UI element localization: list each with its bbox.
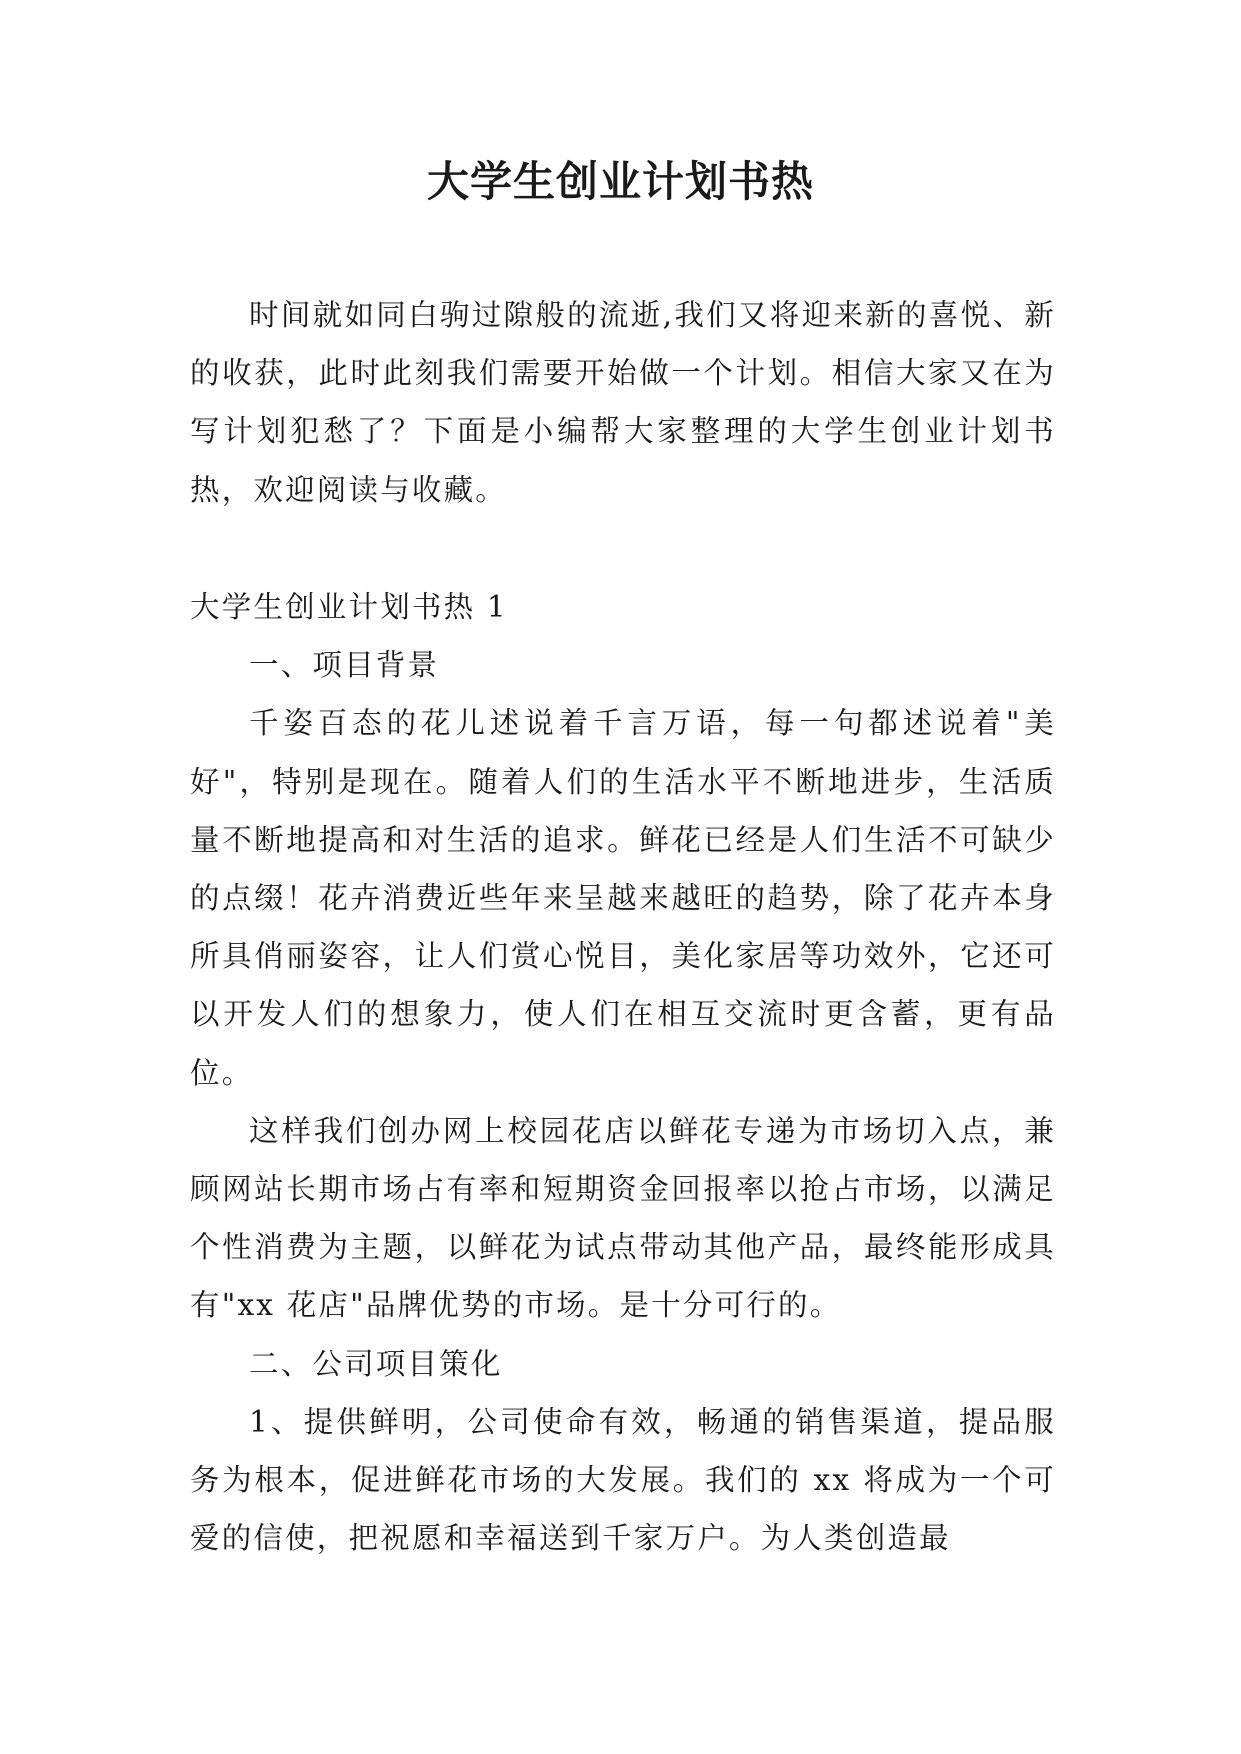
paragraph-planning-1: 1、提供鲜明，公司使命有效，畅通的销售渠道，提品服务为根本，促进鲜花市场的大发展。我们的 xx 将成为一个可爱的信使，把祝愿和幸福送到千家万户。为人类创造最 [190, 1404, 1056, 1556]
heading-company-planning: 二、公司项目策化 [249, 1346, 503, 1381]
heading-project-background: 一、项目背景 [249, 648, 440, 683]
intro-block [190, 286, 1056, 519]
main-content [190, 578, 1056, 1567]
section-title: 大学生创业计划书热 1 [190, 590, 508, 624]
intro-paragraph: 时间就如同白驹过隙般的流逝,我们又将迎来新的喜悦、新的收获，此时此刻我们需要开始做一个计划。相信大家又在为写计划犯愁了？下面是小编帮大家整理的大学生创业计划书热，欢迎阅读与收藏。 [190, 298, 1056, 507]
paragraph-background: 千姿百态的花儿述说着千言万语，每一句都述说着"美好"，特别是现在。随着人们的生活水平不断地进步，生活质量不断地提高和对生活的追求。鲜花已经是人们生活不可缺少的点缀！花卉消费近些年来呈越来越旺的趋势，除了花卉本身所具俏丽姿容，让人们赏心悦目，美化家居等功效外，它还可以开发人们的想象力，使人们在相互交流时更含蓄，更有品位。 [190, 706, 1056, 1090]
paragraph-market-entry: 这样我们创办网上校园花店以鲜花专递为市场切入点，兼顾网站长期市场占有率和短期资金回报率以抢占市场，以满足个性消费为主题，以鲜花为试点带动其他产品，最终能形成具有"xx 花店"品牌优势的市场。是十分可行的。 [190, 1113, 1056, 1323]
document-title: 大学生创业计划书热 [426, 157, 814, 206]
